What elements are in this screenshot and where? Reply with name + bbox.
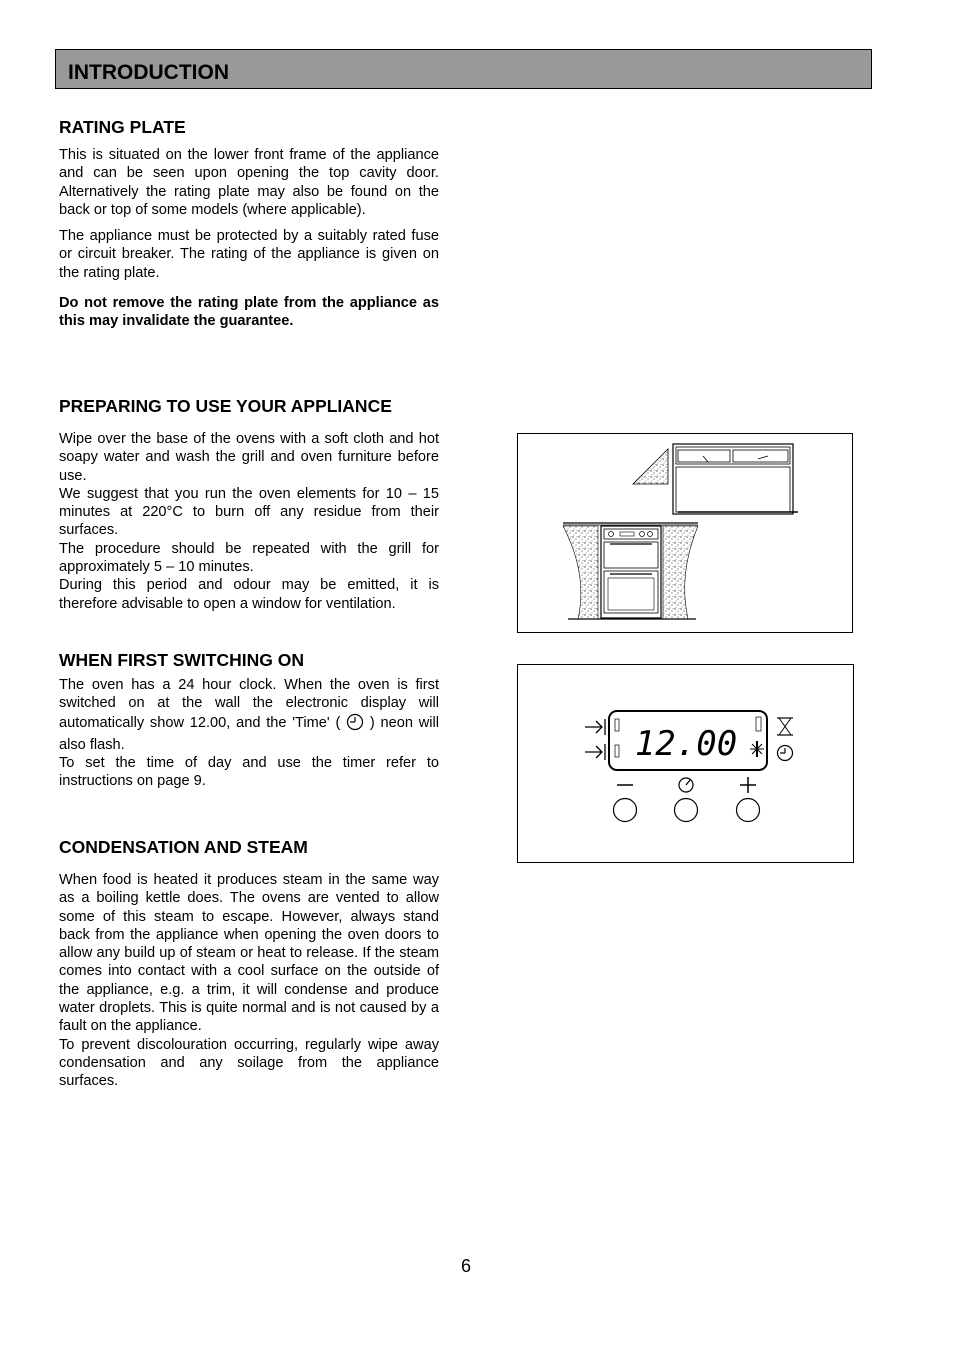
rating-plate-paragraph-1: This is situated on the lower front frame of the appliance and can be seen upon opening the top cavity door. Alternatively the rating plate may also be found on the back or top of some models (where applicable).	[59, 147, 439, 218]
preparing-paragraph-1: Wipe over the base of the ovens with a soft cloth and hot soapy water and wash the grill and oven furniture before use.	[59, 431, 439, 484]
preparing-section	[59, 396, 439, 613]
switching-on-paragraph-1	[59, 676, 439, 754]
preparing-paragraph-2: We suggest that you run the oven elements for 10 – 15 minutes at 220°C to burn off any residue from their surfaces.	[59, 485, 439, 539]
clock-display-illustration	[517, 664, 854, 863]
condensation-paragraph-1: When food is heated it produces steam in the same way as a boiling kettle does. The ovens are vented to allow some of this steam to escape. However, always stand back from the appliance when opening the oven doors to allow any build up of steam or heat to release. If the steam comes into contact with a cool surface on the outside of the appliance, e.g. a trim, it will condense and produce water droplets. This is quite normal and is not caused by a fault on the appliance.	[59, 872, 439, 1035]
preparing-paragraph-4: During this period and odour may be emitted, it is therefore advisable to open a window for ventilation.	[59, 577, 439, 612]
rating-plate-warning: Do not remove the rating plate from the appliance as this may invalidate the guarantee.	[59, 295, 439, 330]
condensation-heading: CONDENSATION AND STEAM	[59, 837, 308, 857]
rating-plate-heading: RATING PLATE	[59, 117, 186, 137]
plus-button[interactable]	[737, 799, 760, 822]
timer-button[interactable]	[675, 799, 698, 822]
page-title: INTRODUCTION	[68, 61, 229, 84]
switching-on-text-before: The oven has a 24 hour clock. When the oven is first switched on at the wall the electronic display will automatically show 12.00, and the 'Time' (	[59, 677, 439, 731]
rating-plate-section	[59, 117, 439, 331]
preparing-paragraph-3: The procedure should be repeated with the grill for approximately 5 – 10 minutes.	[59, 540, 439, 576]
condensation-paragraph-2: To prevent discolouration occurring, regularly wipe away condensation and any soilage from the appliance surfaces.	[59, 1036, 439, 1090]
timer-icon	[679, 778, 693, 792]
end-time-icon	[585, 744, 605, 760]
clock-icon	[346, 713, 364, 736]
hourglass-icon	[777, 718, 793, 735]
page-number: 6	[461, 1256, 472, 1276]
minus-button[interactable]	[614, 799, 637, 822]
condensation-section	[59, 837, 439, 1091]
switching-on-heading: WHEN FIRST SWITCHING ON	[59, 650, 304, 670]
switching-on-paragraph-2: To set the time of day and use the timer refer to instructions on page 9.	[59, 755, 439, 790]
clock-display-time: 12.00	[634, 724, 738, 764]
section-header-bar	[55, 49, 872, 89]
clock-icon	[778, 746, 793, 761]
switching-on-text-after: ) neon will also flash.	[59, 714, 439, 753]
switching-on-section	[59, 650, 439, 791]
preparing-heading: PREPARING TO USE YOUR APPLIANCE	[59, 396, 392, 416]
rating-plate-paragraph-2: The appliance must be protected by a suitably rated fuse or circuit breaker. The rating of the appliance is given on the rating plate.	[59, 228, 439, 281]
start-time-icon	[585, 719, 605, 735]
plus-icon	[740, 777, 756, 793]
appliance-installation-illustration	[517, 433, 853, 633]
